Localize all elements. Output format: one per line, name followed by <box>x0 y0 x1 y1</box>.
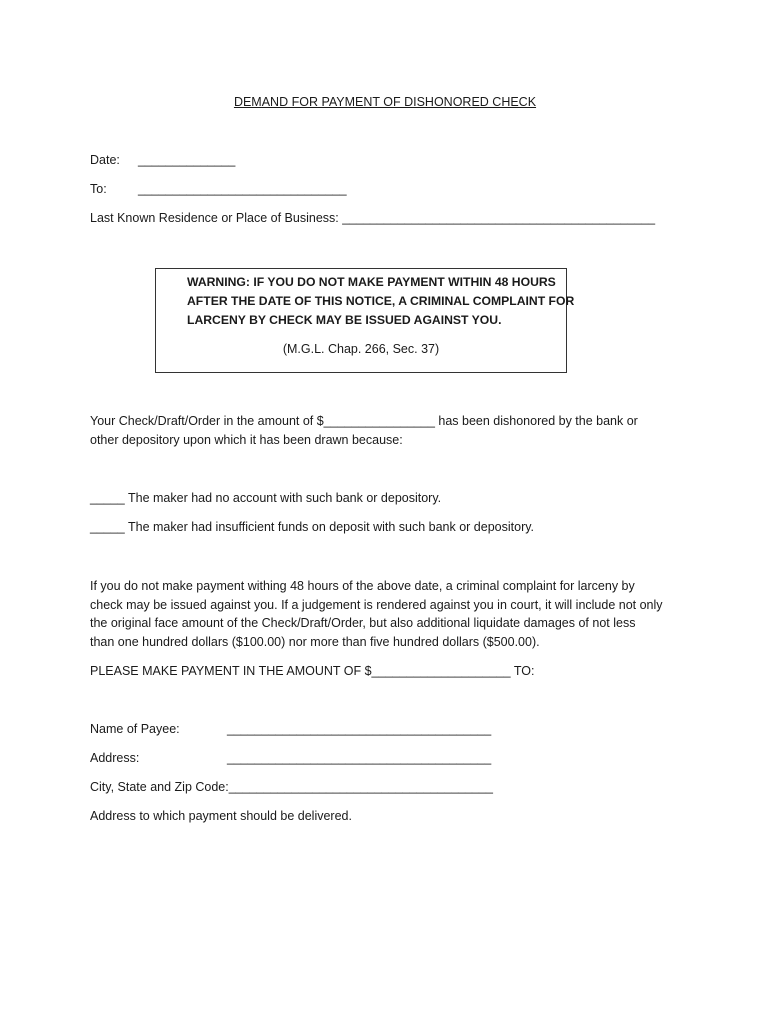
document-title: DEMAND FOR PAYMENT OF DISHONORED CHECK <box>233 95 537 109</box>
payee-name-blank: ______________________________________ <box>227 722 492 736</box>
warning-line-1: WARNING: IF YOU DO NOT MAKE PAYMENT WITHIN 48 HOURS <box>187 275 556 289</box>
dishonored-line-2: other depository upon which it has been drawn because: <box>90 433 403 447</box>
reason-insufficient-funds: _____ The maker had insufficient funds on deposit with such bank or depository. <box>90 520 535 534</box>
warning-line-2: AFTER THE DATE OF THIS NOTICE, A CRIMINAL COMPLAINT FOR <box>187 294 575 308</box>
consequence-line-4: than one hundred dollars ($100.00) nor more than five hundred dollars ($500.00). <box>90 635 540 649</box>
warning-box <box>155 268 575 373</box>
consequence-line-3: the original face amount of the Check/Draft/Order, but also additional liquidate damages of not less <box>90 616 636 630</box>
dishonored-line-1: Your Check/Draft/Order in the amount of $________________ has been dishonored by the bank or <box>90 414 638 428</box>
delivery-address-line: Address to which payment should be delivered. <box>90 809 352 823</box>
to-blank: ______________________________ <box>138 182 347 196</box>
to-label: To: <box>90 182 107 196</box>
city-state-zip-line: City, State and Zip Code:______________________________________ <box>90 780 493 794</box>
date-label: Date: <box>90 153 120 167</box>
payee-address-blank: ______________________________________ <box>227 751 492 765</box>
payee-name-label: Name of Payee: <box>90 722 180 736</box>
warning-citation: (M.G.L. Chap. 266, Sec. 37) <box>282 342 440 356</box>
payment-amount-line: PLEASE MAKE PAYMENT IN THE AMOUNT OF $____________________ TO: <box>90 664 535 678</box>
warning-line-3: LARCENY BY CHECK MAY BE ISSUED AGAINST YOU. <box>187 313 502 327</box>
reason-no-account: _____ The maker had no account with such bank or depository. <box>90 491 442 505</box>
date-blank: ______________ <box>138 153 236 167</box>
consequence-line-2: check may be issued against you. If a judgement is rendered against you in court, it will include not only <box>90 598 663 612</box>
consequence-line-1: If you do not make payment withing 48 hours of the above date, a criminal complaint for larceny by <box>90 579 635 593</box>
payee-address-label: Address: <box>90 751 140 765</box>
residence-line: Last Known Residence or Place of Business: _____________________________________________ <box>90 211 656 225</box>
